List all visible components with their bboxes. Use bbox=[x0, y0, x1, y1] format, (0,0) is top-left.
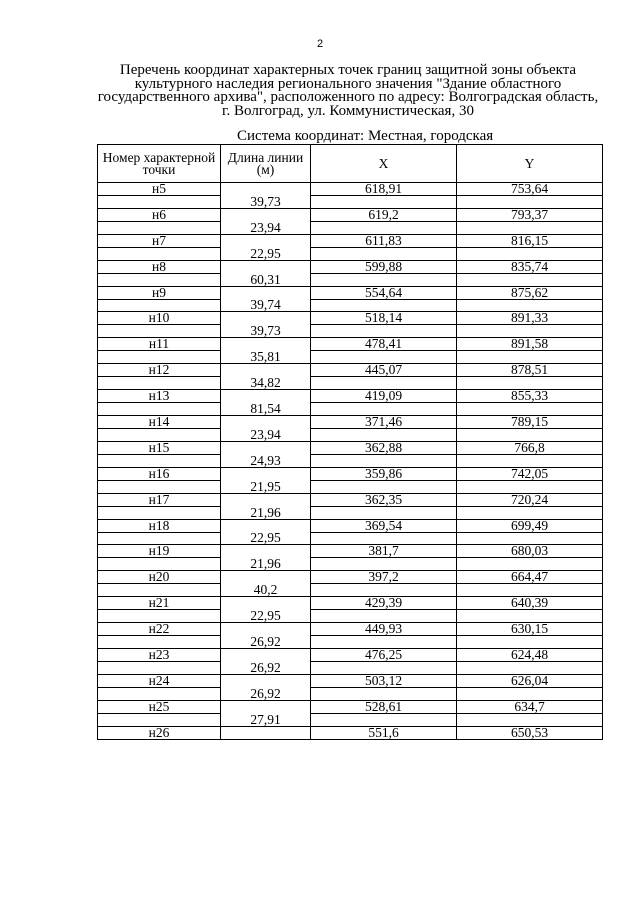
y-cell: 753,64 bbox=[457, 183, 603, 196]
segment-length-cell: 26,92 bbox=[221, 636, 311, 649]
y-cell: 766,8 bbox=[457, 441, 603, 454]
point-name-cell: н22 bbox=[98, 623, 221, 636]
point-name-cell: н17 bbox=[98, 493, 221, 506]
point-name-cell: н26 bbox=[98, 726, 221, 739]
segment-length-cell: 35,81 bbox=[221, 351, 311, 364]
point-name-cell: н19 bbox=[98, 545, 221, 558]
x-cell: 362,35 bbox=[311, 493, 457, 506]
table-row bbox=[98, 493, 603, 506]
point-name-cell: н23 bbox=[98, 649, 221, 662]
point-name-cell: н10 bbox=[98, 312, 221, 325]
x-cell: 449,93 bbox=[311, 623, 457, 636]
x-cell: 599,88 bbox=[311, 260, 457, 273]
y-cell: 640,39 bbox=[457, 597, 603, 610]
table-row bbox=[98, 649, 603, 662]
table-row bbox=[98, 519, 603, 532]
document-title bbox=[88, 64, 608, 118]
header-x: X bbox=[311, 145, 457, 183]
table-row bbox=[98, 312, 603, 325]
point-name-cell: н18 bbox=[98, 519, 221, 532]
x-cell: 429,39 bbox=[311, 597, 457, 610]
segment-length-cell: 39,73 bbox=[221, 325, 311, 338]
table-row bbox=[98, 726, 603, 739]
x-cell: 619,2 bbox=[311, 208, 457, 221]
point-name-cell: н15 bbox=[98, 441, 221, 454]
table-row bbox=[98, 390, 603, 403]
segment-length-cell: 21,96 bbox=[221, 506, 311, 519]
y-cell: 624,48 bbox=[457, 649, 603, 662]
x-cell: 554,64 bbox=[311, 286, 457, 299]
y-cell: 699,49 bbox=[457, 519, 603, 532]
x-cell: 397,2 bbox=[311, 571, 457, 584]
point-name-cell: н14 bbox=[98, 416, 221, 429]
table-row bbox=[98, 338, 603, 351]
y-cell: 626,04 bbox=[457, 674, 603, 687]
segment-length-cell: 34,82 bbox=[221, 377, 311, 390]
table-row bbox=[98, 467, 603, 480]
y-cell: 878,51 bbox=[457, 364, 603, 377]
x-cell: 478,41 bbox=[311, 338, 457, 351]
coordinates-table bbox=[97, 144, 603, 740]
table-row bbox=[98, 623, 603, 636]
x-cell: 359,86 bbox=[311, 467, 457, 480]
segment-length-cell: 24,93 bbox=[221, 454, 311, 467]
point-name-cell: н25 bbox=[98, 700, 221, 713]
segment-length-cell: 39,73 bbox=[221, 196, 311, 209]
y-cell: 891,58 bbox=[457, 338, 603, 351]
title-line: г. Волгоград, ул. Коммунистическая, 30 bbox=[222, 102, 474, 119]
segment-length-cell: 60,31 bbox=[221, 273, 311, 286]
table-row bbox=[98, 364, 603, 377]
table-row bbox=[98, 286, 603, 299]
point-name-cell: н16 bbox=[98, 467, 221, 480]
segment-length-cell: 23,94 bbox=[221, 429, 311, 442]
x-cell: 518,14 bbox=[311, 312, 457, 325]
segment-length-cell: 23,94 bbox=[221, 221, 311, 234]
table-row bbox=[98, 700, 603, 713]
y-cell: 634,7 bbox=[457, 700, 603, 713]
x-cell: 362,88 bbox=[311, 441, 457, 454]
point-name-cell: н20 bbox=[98, 571, 221, 584]
y-cell: 680,03 bbox=[457, 545, 603, 558]
y-cell: 650,53 bbox=[457, 726, 603, 739]
header-point-number: Номер характерной точки bbox=[98, 145, 221, 183]
x-cell: 476,25 bbox=[311, 649, 457, 662]
segment-length-cell: 81,54 bbox=[221, 403, 311, 416]
x-cell: 503,12 bbox=[311, 674, 457, 687]
y-cell: 789,15 bbox=[457, 416, 603, 429]
x-cell: 369,54 bbox=[311, 519, 457, 532]
table-row bbox=[98, 260, 603, 273]
point-name-cell: н8 bbox=[98, 260, 221, 273]
y-cell: 630,15 bbox=[457, 623, 603, 636]
x-cell: 445,07 bbox=[311, 364, 457, 377]
x-cell: 381,7 bbox=[311, 545, 457, 558]
point-name-cell: н7 bbox=[98, 234, 221, 247]
segment-length-cell: 22,95 bbox=[221, 610, 311, 623]
segment-length-cell: 27,91 bbox=[221, 713, 311, 726]
header-y: Y bbox=[457, 145, 603, 183]
segment-length-cell: 22,95 bbox=[221, 247, 311, 260]
y-cell: 835,74 bbox=[457, 260, 603, 273]
segment-length-cell: 21,95 bbox=[221, 480, 311, 493]
segment-length-cell: 39,74 bbox=[221, 299, 311, 312]
x-cell: 611,83 bbox=[311, 234, 457, 247]
y-cell: 816,15 bbox=[457, 234, 603, 247]
table-row bbox=[98, 571, 603, 584]
point-name-cell: н12 bbox=[98, 364, 221, 377]
title-line: Перечень координат характерных точек границ защитной зоны объекта bbox=[119, 62, 577, 78]
point-name-cell: н11 bbox=[98, 338, 221, 351]
table-body bbox=[98, 183, 603, 740]
segment-length-cell: 26,92 bbox=[221, 662, 311, 675]
segment-length-cell: 21,96 bbox=[221, 558, 311, 571]
point-name-cell: н9 bbox=[98, 286, 221, 299]
segment-length-cell: 40,2 bbox=[221, 584, 311, 597]
x-cell: 528,61 bbox=[311, 700, 457, 713]
length-blank-cell bbox=[221, 726, 311, 739]
title-line: государственного архива", расположенного по адресу: Волгоградская область, bbox=[97, 89, 599, 105]
segment-length-cell: 26,92 bbox=[221, 687, 311, 700]
x-cell: 371,46 bbox=[311, 416, 457, 429]
table-row bbox=[98, 441, 603, 454]
x-cell: 618,91 bbox=[311, 183, 457, 196]
point-name-cell: н5 bbox=[98, 183, 221, 196]
y-cell: 664,47 bbox=[457, 571, 603, 584]
table-row bbox=[98, 597, 603, 610]
point-name-cell: н24 bbox=[98, 674, 221, 687]
y-cell: 875,62 bbox=[457, 286, 603, 299]
point-name-cell: н21 bbox=[98, 597, 221, 610]
x-cell: 419,09 bbox=[311, 390, 457, 403]
table-header-row bbox=[98, 145, 603, 183]
table-row bbox=[98, 234, 603, 247]
table-row bbox=[98, 183, 603, 196]
title-line: культурного наследия регионального значения "Здание областного bbox=[134, 75, 562, 92]
point-name-cell: н6 bbox=[98, 208, 221, 221]
table-row bbox=[98, 416, 603, 429]
header-line-length: Длина линии (м) bbox=[221, 145, 311, 183]
y-cell: 891,33 bbox=[457, 312, 603, 325]
y-cell: 720,24 bbox=[457, 493, 603, 506]
y-cell: 855,33 bbox=[457, 390, 603, 403]
table-row bbox=[98, 208, 603, 221]
segment-length-cell: 22,95 bbox=[221, 532, 311, 545]
page-number: 2 bbox=[316, 38, 324, 50]
table-row bbox=[98, 545, 603, 558]
table-row bbox=[98, 674, 603, 687]
x-cell: 551,6 bbox=[311, 726, 457, 739]
coordinate-system-caption: Система координат: Местная, городская bbox=[237, 128, 494, 144]
y-cell: 742,05 bbox=[457, 467, 603, 480]
point-name-cell: н13 bbox=[98, 390, 221, 403]
y-cell: 793,37 bbox=[457, 208, 603, 221]
